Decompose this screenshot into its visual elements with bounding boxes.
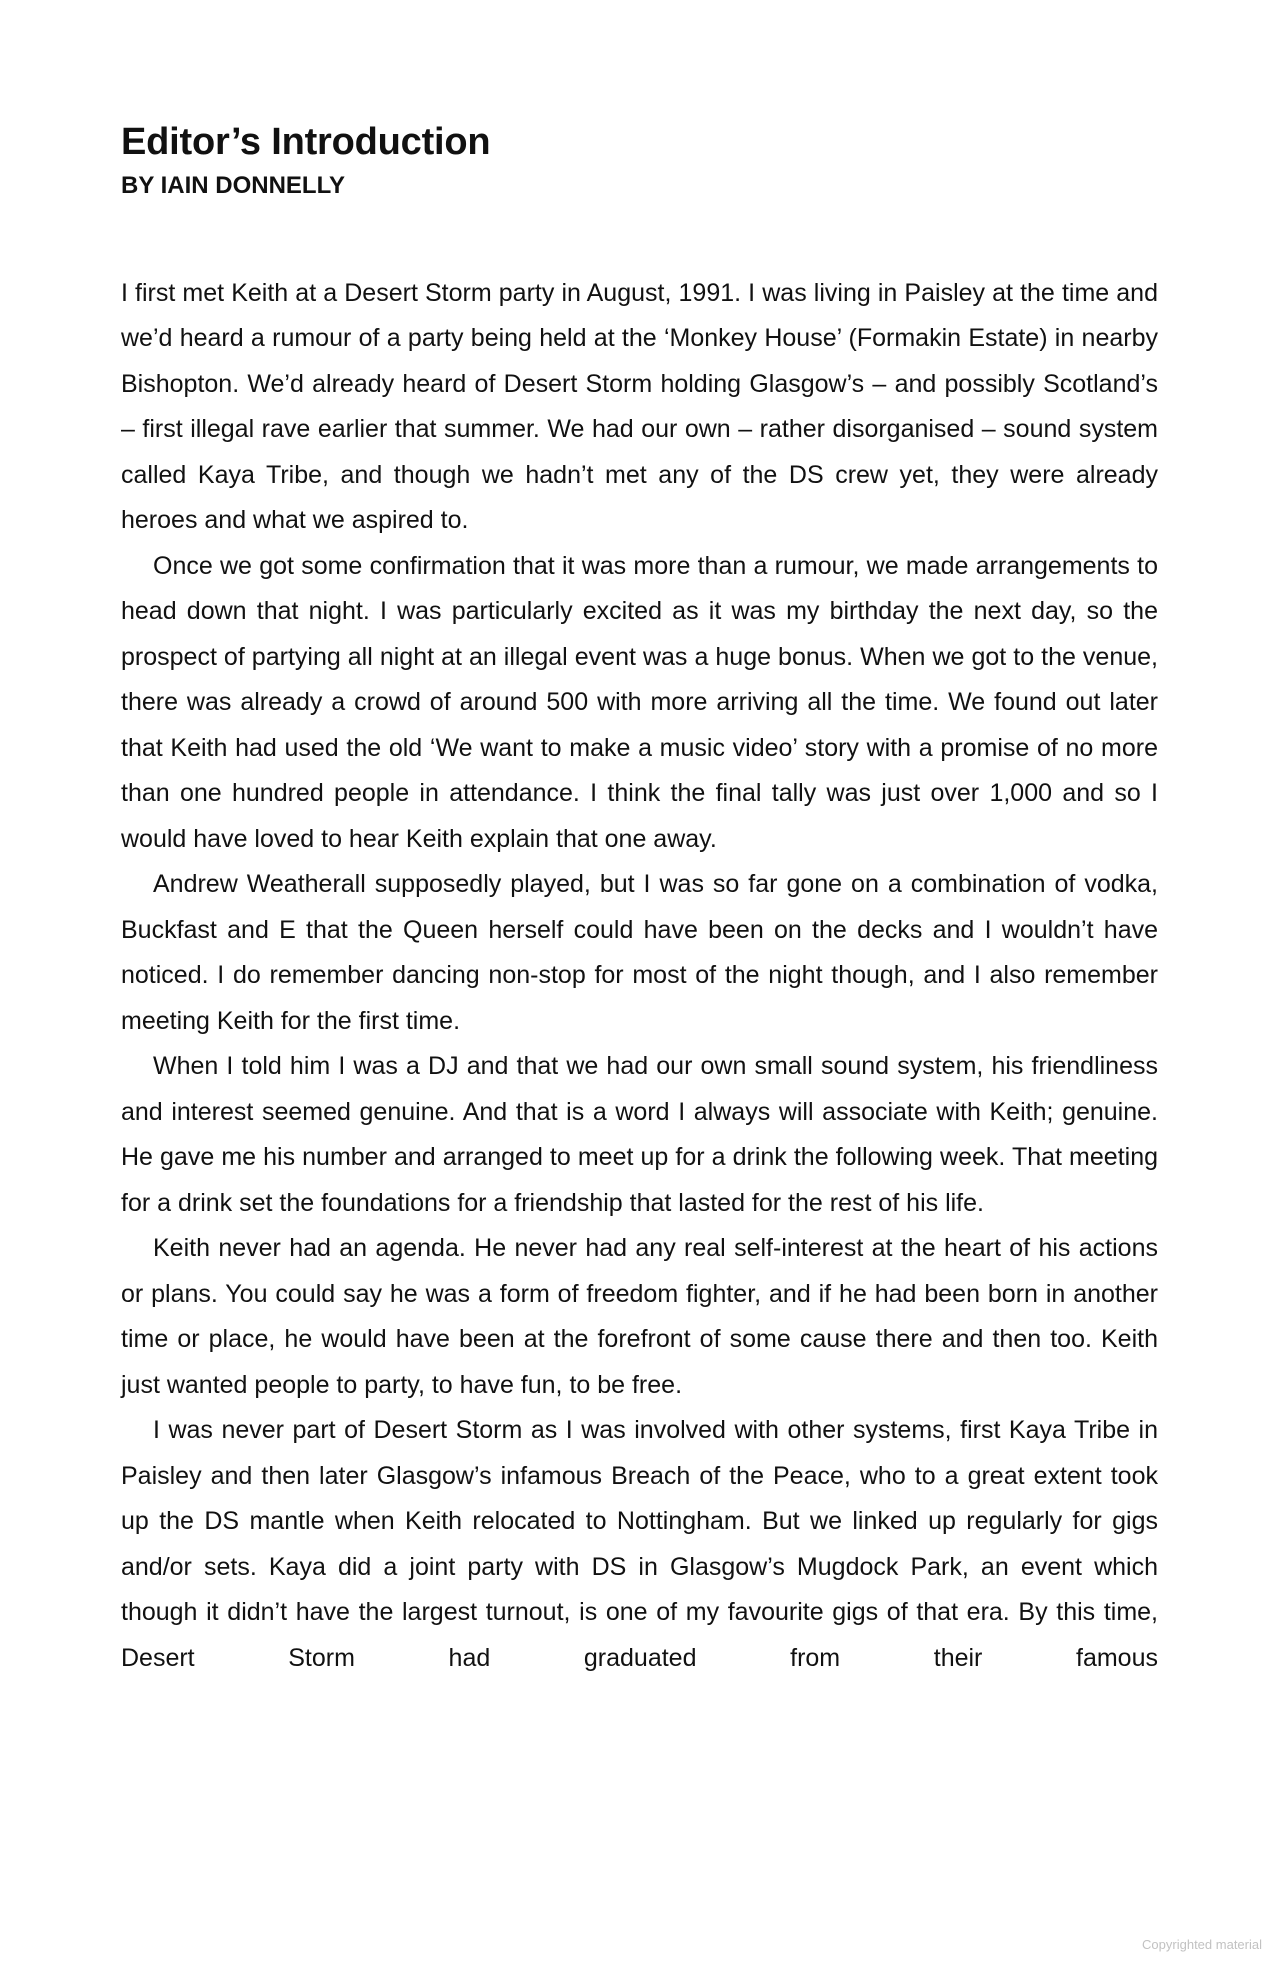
- paragraph-6: I was never part of Desert Storm as I was involved with other systems, first Kaya Tribe in Paisley and then later Glasgow’s infamous Breach of the Peace, who to a great extent took up the DS mantle when Keith relocated to Nottingham. But we linked up regularly for gigs and/or sets. Kaya did a joint party with DS in Glasgow’s Mugdock Park, an event which though it didn’t have the largest turnout, is one of my favourite gigs of that era. By this time, Desert Storm had graduated from their famous: [121, 1416, 1158, 1672]
- paragraph-4: When I told him I was a DJ and that we had our own small sound system, his friendliness and interest seemed genuine. And that is a word I always will associate with Keith; genuine. He gave me his number and arranged to meet up for a drink the following week. That meeting for a drink set the foundations for a friendship that lasted for the rest of his life.: [121, 1052, 1158, 1217]
- paragraph-5: Keith never had an agenda. He never had any real self-interest at the heart of his actions or plans. You could say he was a form of freedom fighter, and if he had been born in another time or place, he would have been at the forefront of some cause there and then too. Keith just wanted people to party, to have fun, to be free.: [121, 1234, 1158, 1399]
- page-title: Editor’s Introduction: [121, 121, 491, 163]
- paragraph-2: Once we got some confirmation that it was more than a rumour, we made arrangements to head down that night. I was particularly excited as it was my birthday the next day, so the prospect of partying all night at an illegal event was a huge bonus. When we got to the venue, there was already a crowd of around 500 with more arriving all the time. We found out later that Keith had used the old ‘We want to make a music video’ story with a promise of no more than one hundred people in attendance. I think the final tally was just over 1,000 and so I would have loved to hear Keith explain that one away.: [121, 551, 1158, 853]
- paragraph-1: I first met Keith at a Desert Storm party in August, 1991. I was living in Paisley at the time and we’d heard a rumour of a party being held at the ‘Monkey House’ (Formakin Estate) in nearby Bishopton. We’d already heard of Desert Storm holding Glasgow’s – and possibly Scotland’s – first illegal rave earlier that summer. We had our own – rather disorganised – sound system called Kaya Tribe, and though we hadn’t met any of the DS crew yet, they were already heroes and what we aspired to.: [121, 278, 1158, 535]
- copyright-notice: Copyrighted material: [1142, 1937, 1262, 1952]
- article-body: [121, 271, 1158, 1682]
- page-content: [121, 120, 1158, 1681]
- author-byline: BY IAIN DONNELLY: [121, 171, 346, 199]
- paragraph-3: Andrew Weatherall supposedly played, but I was so far gone on a combination of vodka, Buckfast and E that the Queen herself could have been on the decks and I wouldn’t have noticed. I do remember dancing non-stop for most of the night though, and I also remember meeting Keith for the first time.: [121, 870, 1158, 1035]
